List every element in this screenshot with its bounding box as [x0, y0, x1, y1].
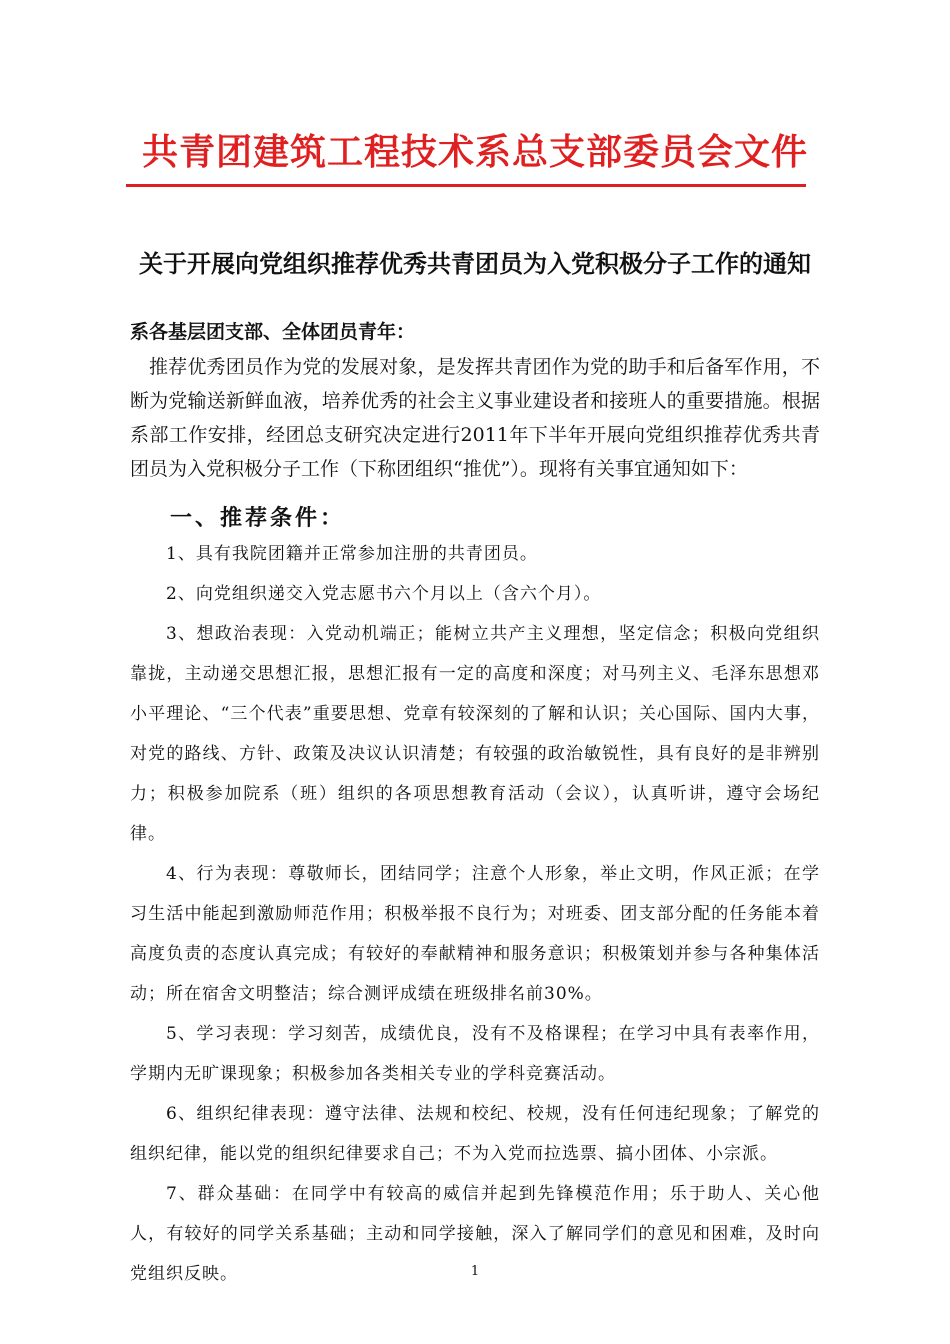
section-heading-criteria: 一、推荐条件：	[170, 505, 346, 531]
criteria-item: 3、想政治表现：入党动机端正；能树立共产主义理想，坚定信念；积极向党组织靠拢，主动递交思想汇报，思想汇报有一定的高度和深度；对马列主义、毛泽东思想邓小平理论、“三个代表”重要思想、党章有较深刻的了解和认识；关心国际、国内大事，对党的路线、方针、政策及决议认识清楚；有较强的政治敏锐性，具有良好的是非辨别力；积极参加院系（班）组织的各项思想教育活动（会议），认真听讲，遵守会场纪律。	[130, 624, 820, 844]
page-number: 1	[470, 1264, 480, 1279]
criteria-item: 5、学习表现：学习刻苦，成绩优良，没有不及格课程；在学习中具有表率作用，学期内无旷课现象；积极参加各类相关专业的学科竞赛活动。	[130, 1024, 820, 1084]
salutation: 系各基层团支部、全体团员青年：	[130, 321, 416, 343]
notice-title: 关于开展向党组织推荐优秀共青团员为入党积极分子工作的通知	[139, 249, 811, 278]
criteria-item: 1、具有我院团籍并正常参加注册的共青团员。	[166, 544, 538, 564]
criteria-item: 6、组织纪律表现：遵守法律、法规和校纪、校规，没有任何违纪现象；了解党的组织纪律，能以党的组织纪律要求自己；不为入党而拉选票、搞小团体、小宗派。	[130, 1104, 820, 1164]
criteria-item: 2、向党组织递交入党志愿书六个月以上（含六个月）。	[166, 584, 602, 604]
criteria-item: 7、群众基础：在同学中有较高的威信并起到先锋模范作用；乐于助人、关心他人，有较好的同学关系基础；主动和同学接触，深入了解同学们的意见和困难，及时向党组织反映。	[130, 1184, 820, 1284]
document-header-title: 共青团建筑工程技术系总支部委员会文件	[141, 131, 808, 173]
criteria-item: 4、行为表现：尊敬师长，团结同学；注意个人形象，举止文明，作风正派；在学习生活中能起到激励师范作用；积极举报不良行为；对班委、团支部分配的任务能本着高度负责的态度认真完成；有较好的奉献精神和服务意识；积极策划并参与各种集体活动；所在宿舍文明整洁；综合测评成绩在班级排名前30%。	[130, 864, 820, 1004]
header-red-rule	[126, 184, 806, 187]
criteria-list	[130, 534, 820, 1294]
intro-paragraph: 推荐优秀团员作为党的发展对象，是发挥共青团作为党的助手和后备军作用，不断为党输送新鲜血液，培养优秀的社会主义事业建设者和接班人的重要措施。根据系部工作安排，经团总支研究决定进行2011年下半年开展向党组织推荐优秀共青团员为入党积极分子工作（下称团组织“推优”）。现将有关事宜通知如下：	[130, 356, 820, 480]
